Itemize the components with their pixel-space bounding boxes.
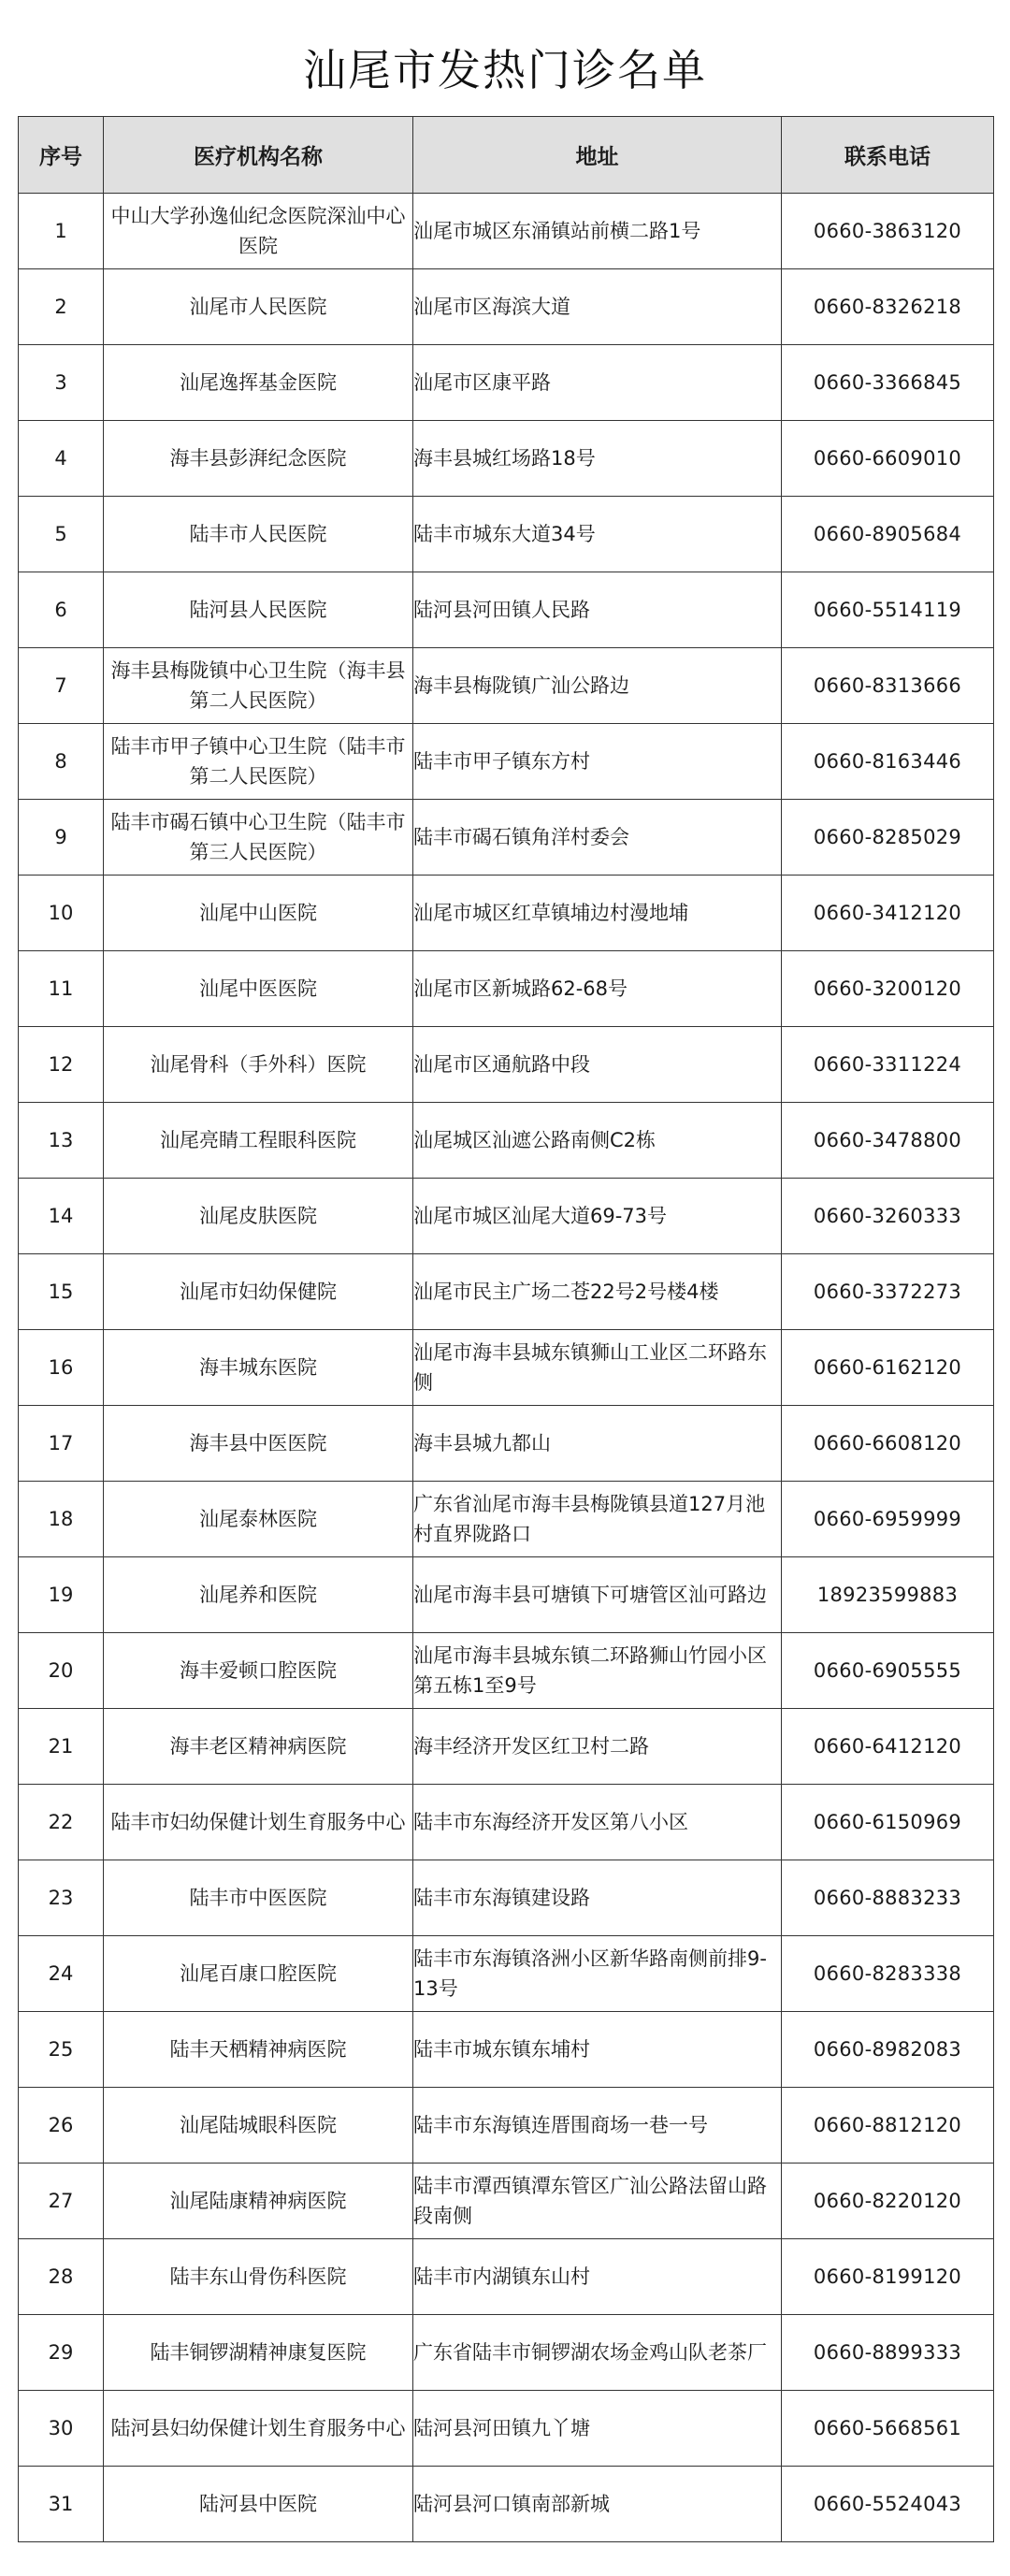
institution-name: 海丰县彭湃纪念医院 (104, 421, 413, 497)
institution-name: 汕尾陆城眼科医院 (104, 2088, 413, 2164)
row-number: 24 (19, 1936, 104, 2012)
phone-number: 0660-8285029 (782, 800, 994, 876)
table-header-row (19, 117, 994, 194)
address: 陆河县河口镇南部新城 (413, 2467, 782, 2542)
phone-number: 0660-3366845 (782, 345, 994, 421)
table-row (19, 1709, 994, 1785)
address: 汕尾市海丰县可塘镇下可塘管区汕可路边 (413, 1557, 782, 1633)
institution-name: 汕尾骨科（手外科）医院 (104, 1027, 413, 1103)
address: 陆丰市东海经济开发区第八小区 (413, 1785, 782, 1860)
table-row (19, 1254, 994, 1330)
row-number: 23 (19, 1860, 104, 1936)
row-number: 14 (19, 1179, 104, 1254)
institution-name: 中山大学孙逸仙纪念医院深汕中心医院 (104, 194, 413, 269)
table-row (19, 800, 994, 876)
header-institution-name: 医疗机构名称 (104, 117, 413, 194)
phone-number: 0660-6905555 (782, 1633, 994, 1709)
phone-number: 0660-3200120 (782, 951, 994, 1027)
address: 陆丰市甲子镇东方村 (413, 724, 782, 800)
row-number: 6 (19, 572, 104, 648)
institution-name: 陆河县人民医院 (104, 572, 413, 648)
table-row (19, 1406, 994, 1482)
phone-number: 0660-6959999 (782, 1482, 994, 1557)
address: 陆河县河田镇九丫塘 (413, 2391, 782, 2467)
row-number: 16 (19, 1330, 104, 1406)
institution-name: 汕尾市妇幼保健院 (104, 1254, 413, 1330)
table-row (19, 1936, 994, 2012)
address: 广东省陆丰市铜锣湖农场金鸡山队老茶厂 (413, 2315, 782, 2391)
table-row (19, 421, 994, 497)
table-row (19, 2088, 994, 2164)
institution-name: 陆丰市碣石镇中心卫生院（陆丰市第三人民医院） (104, 800, 413, 876)
phone-number: 0660-8982083 (782, 2012, 994, 2088)
table-row (19, 1557, 994, 1633)
institution-name: 陆丰市人民医院 (104, 497, 413, 572)
row-number: 1 (19, 194, 104, 269)
phone-number: 0660-3372273 (782, 1254, 994, 1330)
address: 陆河县河田镇人民路 (413, 572, 782, 648)
address: 汕尾市区海滨大道 (413, 269, 782, 345)
page-title: 汕尾市发热门诊名单 (303, 45, 707, 95)
row-number: 13 (19, 1103, 104, 1179)
institution-name: 陆丰东山骨伤科医院 (104, 2239, 413, 2315)
phone-number: 0660-8812120 (782, 2088, 994, 2164)
phone-number: 0660-3412120 (782, 876, 994, 951)
table-row (19, 876, 994, 951)
address: 陆丰市碣石镇角洋村委会 (413, 800, 782, 876)
row-number: 29 (19, 2315, 104, 2391)
address: 汕尾市城区红草镇埔边村漫地埔 (413, 876, 782, 951)
row-number: 9 (19, 800, 104, 876)
phone-number: 0660-6609010 (782, 421, 994, 497)
table-row (19, 648, 994, 724)
table-row (19, 1860, 994, 1936)
address: 陆丰市潭西镇潭东管区广汕公路法留山路段南侧 (413, 2164, 782, 2239)
table-row (19, 724, 994, 800)
table-row (19, 2239, 994, 2315)
table-row (19, 951, 994, 1027)
phone-number: 0660-5668561 (782, 2391, 994, 2467)
row-number: 5 (19, 497, 104, 572)
phone-number: 0660-8199120 (782, 2239, 994, 2315)
row-number: 7 (19, 648, 104, 724)
address: 汕尾市城区汕尾大道69-73号 (413, 1179, 782, 1254)
phone-number: 18923599883 (782, 1557, 994, 1633)
institution-name: 陆河县中医院 (104, 2467, 413, 2542)
institution-name: 陆丰市妇幼保健计划生育服务中心 (104, 1785, 413, 1860)
table-row (19, 2315, 994, 2391)
row-number: 30 (19, 2391, 104, 2467)
table-row (19, 2012, 994, 2088)
phone-number: 0660-8905684 (782, 497, 994, 572)
row-number: 18 (19, 1482, 104, 1557)
institution-name: 海丰县梅陇镇中心卫生院（海丰县第二人民医院） (104, 648, 413, 724)
institution-name: 陆丰铜锣湖精神康复医院 (104, 2315, 413, 2391)
phone-number: 0660-8883233 (782, 1860, 994, 1936)
table-row (19, 2391, 994, 2467)
institution-name: 汕尾养和医院 (104, 1557, 413, 1633)
institution-name: 海丰县中医医院 (104, 1406, 413, 1482)
institution-name: 汕尾百康口腔医院 (104, 1936, 413, 2012)
row-number: 10 (19, 876, 104, 951)
institution-name: 汕尾中山医院 (104, 876, 413, 951)
phone-number: 0660-8326218 (782, 269, 994, 345)
phone-number: 0660-8899333 (782, 2315, 994, 2391)
institution-name: 海丰城东医院 (104, 1330, 413, 1406)
table-body (19, 194, 994, 2542)
address: 海丰县城红场路18号 (413, 421, 782, 497)
address: 汕尾市海丰县城东镇二环路狮山竹园小区第五栋1至9号 (413, 1633, 782, 1709)
table-row (19, 2164, 994, 2239)
fever-clinic-table (18, 116, 994, 2542)
institution-name: 海丰老区精神病医院 (104, 1709, 413, 1785)
row-number: 4 (19, 421, 104, 497)
institution-name: 汕尾逸挥基金医院 (104, 345, 413, 421)
row-number: 21 (19, 1709, 104, 1785)
table-row (19, 194, 994, 269)
address: 广东省汕尾市海丰县梅陇镇县道127月池村直界陇路口 (413, 1482, 782, 1557)
phone-number: 0660-6150969 (782, 1785, 994, 1860)
institution-name: 陆河县妇幼保健计划生育服务中心 (104, 2391, 413, 2467)
institution-name: 汕尾中医医院 (104, 951, 413, 1027)
institution-name: 汕尾陆康精神病医院 (104, 2164, 413, 2239)
row-number: 31 (19, 2467, 104, 2542)
address: 海丰县城九都山 (413, 1406, 782, 1482)
institution-name: 汕尾泰林医院 (104, 1482, 413, 1557)
phone-number: 0660-8163446 (782, 724, 994, 800)
phone-number: 0660-3311224 (782, 1027, 994, 1103)
row-number: 25 (19, 2012, 104, 2088)
table-row (19, 1179, 994, 1254)
row-number: 27 (19, 2164, 104, 2239)
header-address: 地址 (413, 117, 782, 194)
phone-number: 0660-5514119 (782, 572, 994, 648)
table-row (19, 2467, 994, 2542)
row-number: 22 (19, 1785, 104, 1860)
address: 陆丰市城东大道34号 (413, 497, 782, 572)
row-number: 17 (19, 1406, 104, 1482)
address: 汕尾市海丰县城东镇狮山工业区二环路东侧 (413, 1330, 782, 1406)
row-number: 20 (19, 1633, 104, 1709)
phone-number: 0660-6412120 (782, 1709, 994, 1785)
address: 汕尾市区康平路 (413, 345, 782, 421)
row-number: 11 (19, 951, 104, 1027)
phone-number: 0660-6162120 (782, 1330, 994, 1406)
row-number: 19 (19, 1557, 104, 1633)
address: 陆丰市东海镇连厝围商场一巷一号 (413, 2088, 782, 2164)
institution-name: 汕尾皮肤医院 (104, 1179, 413, 1254)
address: 汕尾城区汕遮公路南侧C2栋 (413, 1103, 782, 1179)
address: 陆丰市东海镇洛洲小区新华路南侧前排9-13号 (413, 1936, 782, 2012)
institution-name: 陆丰天栖精神病医院 (104, 2012, 413, 2088)
institution-name: 海丰爱顿口腔医院 (104, 1633, 413, 1709)
address: 陆丰市东海镇建设路 (413, 1860, 782, 1936)
row-number: 26 (19, 2088, 104, 2164)
phone-number: 0660-8220120 (782, 2164, 994, 2239)
row-number: 3 (19, 345, 104, 421)
address: 陆丰市城东镇东埔村 (413, 2012, 782, 2088)
table-row (19, 572, 994, 648)
row-number: 8 (19, 724, 104, 800)
table-row (19, 269, 994, 345)
institution-name: 陆丰市甲子镇中心卫生院（陆丰市第二人民医院） (104, 724, 413, 800)
address: 汕尾市城区东涌镇站前横二路1号 (413, 194, 782, 269)
row-number: 15 (19, 1254, 104, 1330)
address: 汕尾市区新城路62-68号 (413, 951, 782, 1027)
phone-number: 0660-8283338 (782, 1936, 994, 2012)
address: 海丰县梅陇镇广汕公路边 (413, 648, 782, 724)
table-row (19, 1027, 994, 1103)
address: 陆丰市内湖镇东山村 (413, 2239, 782, 2315)
row-number: 28 (19, 2239, 104, 2315)
phone-number: 0660-6608120 (782, 1406, 994, 1482)
header-phone: 联系电话 (782, 117, 994, 194)
phone-number: 0660-8313666 (782, 648, 994, 724)
phone-number: 0660-5524043 (782, 2467, 994, 2542)
institution-name: 汕尾市人民医院 (104, 269, 413, 345)
table-row (19, 1103, 994, 1179)
address: 海丰经济开发区红卫村二路 (413, 1709, 782, 1785)
table-row (19, 345, 994, 421)
table-row (19, 1633, 994, 1709)
table-row (19, 1785, 994, 1860)
row-number: 2 (19, 269, 104, 345)
phone-number: 0660-3260333 (782, 1179, 994, 1254)
header-no: 序号 (19, 117, 104, 194)
table-row (19, 1482, 994, 1557)
institution-name: 陆丰市中医医院 (104, 1860, 413, 1936)
institution-name: 汕尾亮睛工程眼科医院 (104, 1103, 413, 1179)
table-row (19, 1330, 994, 1406)
phone-number: 0660-3478800 (782, 1103, 994, 1179)
address: 汕尾市区通航路中段 (413, 1027, 782, 1103)
table-row (19, 497, 994, 572)
row-number: 12 (19, 1027, 104, 1103)
phone-number: 0660-3863120 (782, 194, 994, 269)
address: 汕尾市民主广场二苍22号2号楼4楼 (413, 1254, 782, 1330)
